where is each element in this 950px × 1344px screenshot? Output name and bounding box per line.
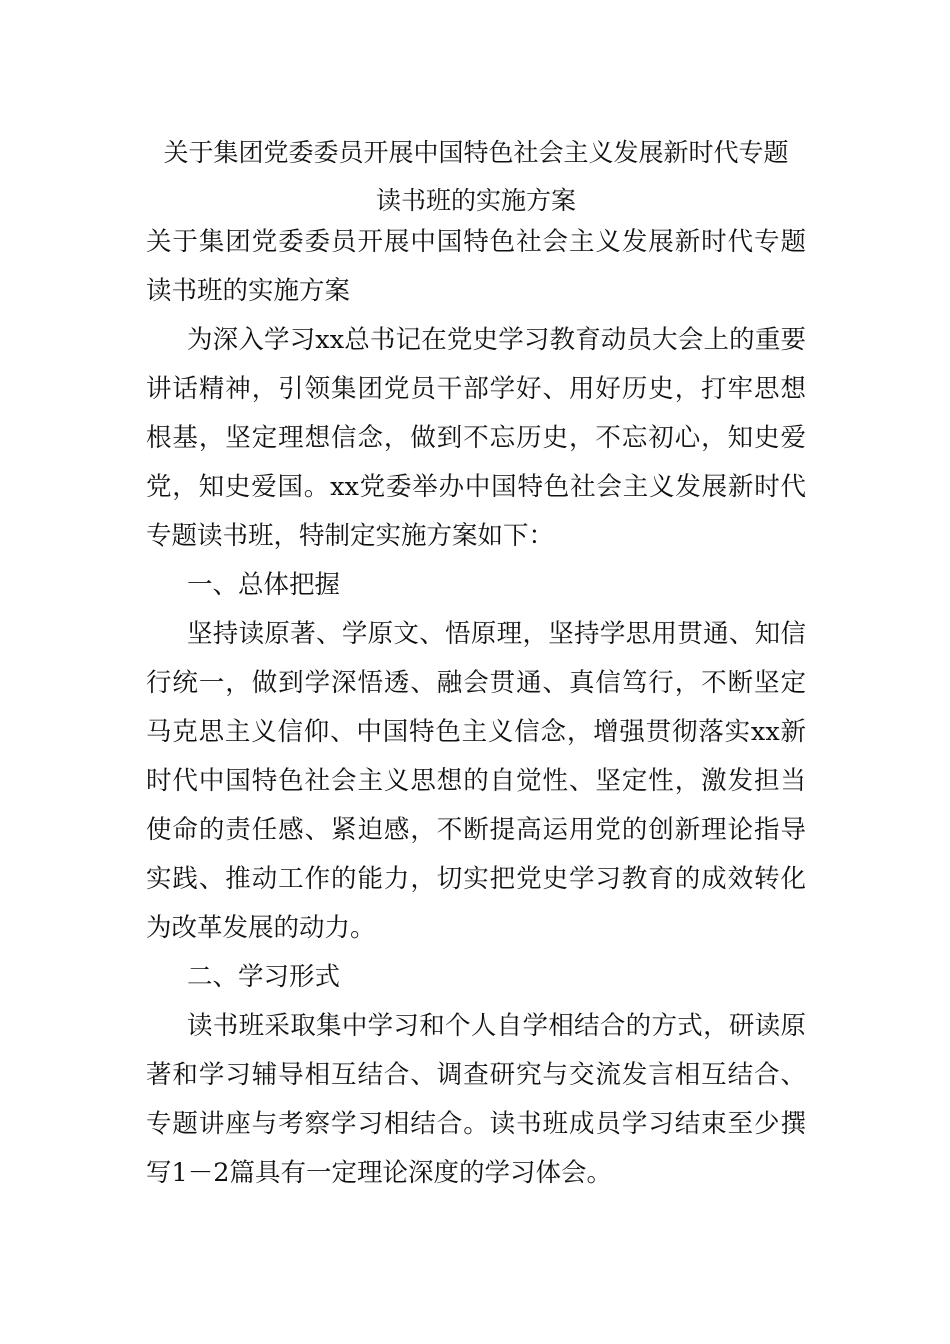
intro-paragraph: 为深入学习xx总书记在党史学习教育动员大会上的重要讲话精神，引领集团党员干部学好、用好历史，打牢思想根基，坚定理想信念，做到不忘历史，不忘初心，知史爱党，知史爱国。xx党委举办中国特色社会主义发展新时代专题读书班，特制定实施方案如下： (146, 325, 806, 551)
document-title-line-2: 读书班的实施方案 (375, 186, 576, 215)
section-1-paragraph: 坚持读原著、学原文、悟原理，坚持学思用贯通、知信行统一，做到学深悟透、融会贯通、真信笃行，不断坚定马克思主义信仰、中国特色主义信念，增强贯彻落实xx新时代中国特色社会主义思想的自觉性、坚定性，激发担当使命的责任感、紧迫感，不断提高运用党的创新理论指导实践、推动工作的能力，切实把党史学习教育的成效转化为改革发展的动力。 (146, 619, 806, 943)
document-body (146, 218, 806, 1198)
section-2-paragraph: 读书班采取集中学习和个人自学相结合的方式，研读原著和学习辅导相互结合、调查研究与交流发言相互结合、专题讲座与考察学习相结合。读书班成员学习结束至少撰写1－2篇具有一定理论深度的学习体会。 (146, 1011, 806, 1188)
repeated-title: 关于集团党委委员开展中国特色社会主义发展新时代专题读书班的实施方案 (146, 227, 806, 306)
document-title-line-1: 关于集团党委委员开展中国特色社会主义发展新时代专题 (163, 138, 789, 167)
section-2-heading: 二、学习形式 (187, 962, 341, 992)
section-1-heading: 一、总体把握 (187, 570, 341, 600)
